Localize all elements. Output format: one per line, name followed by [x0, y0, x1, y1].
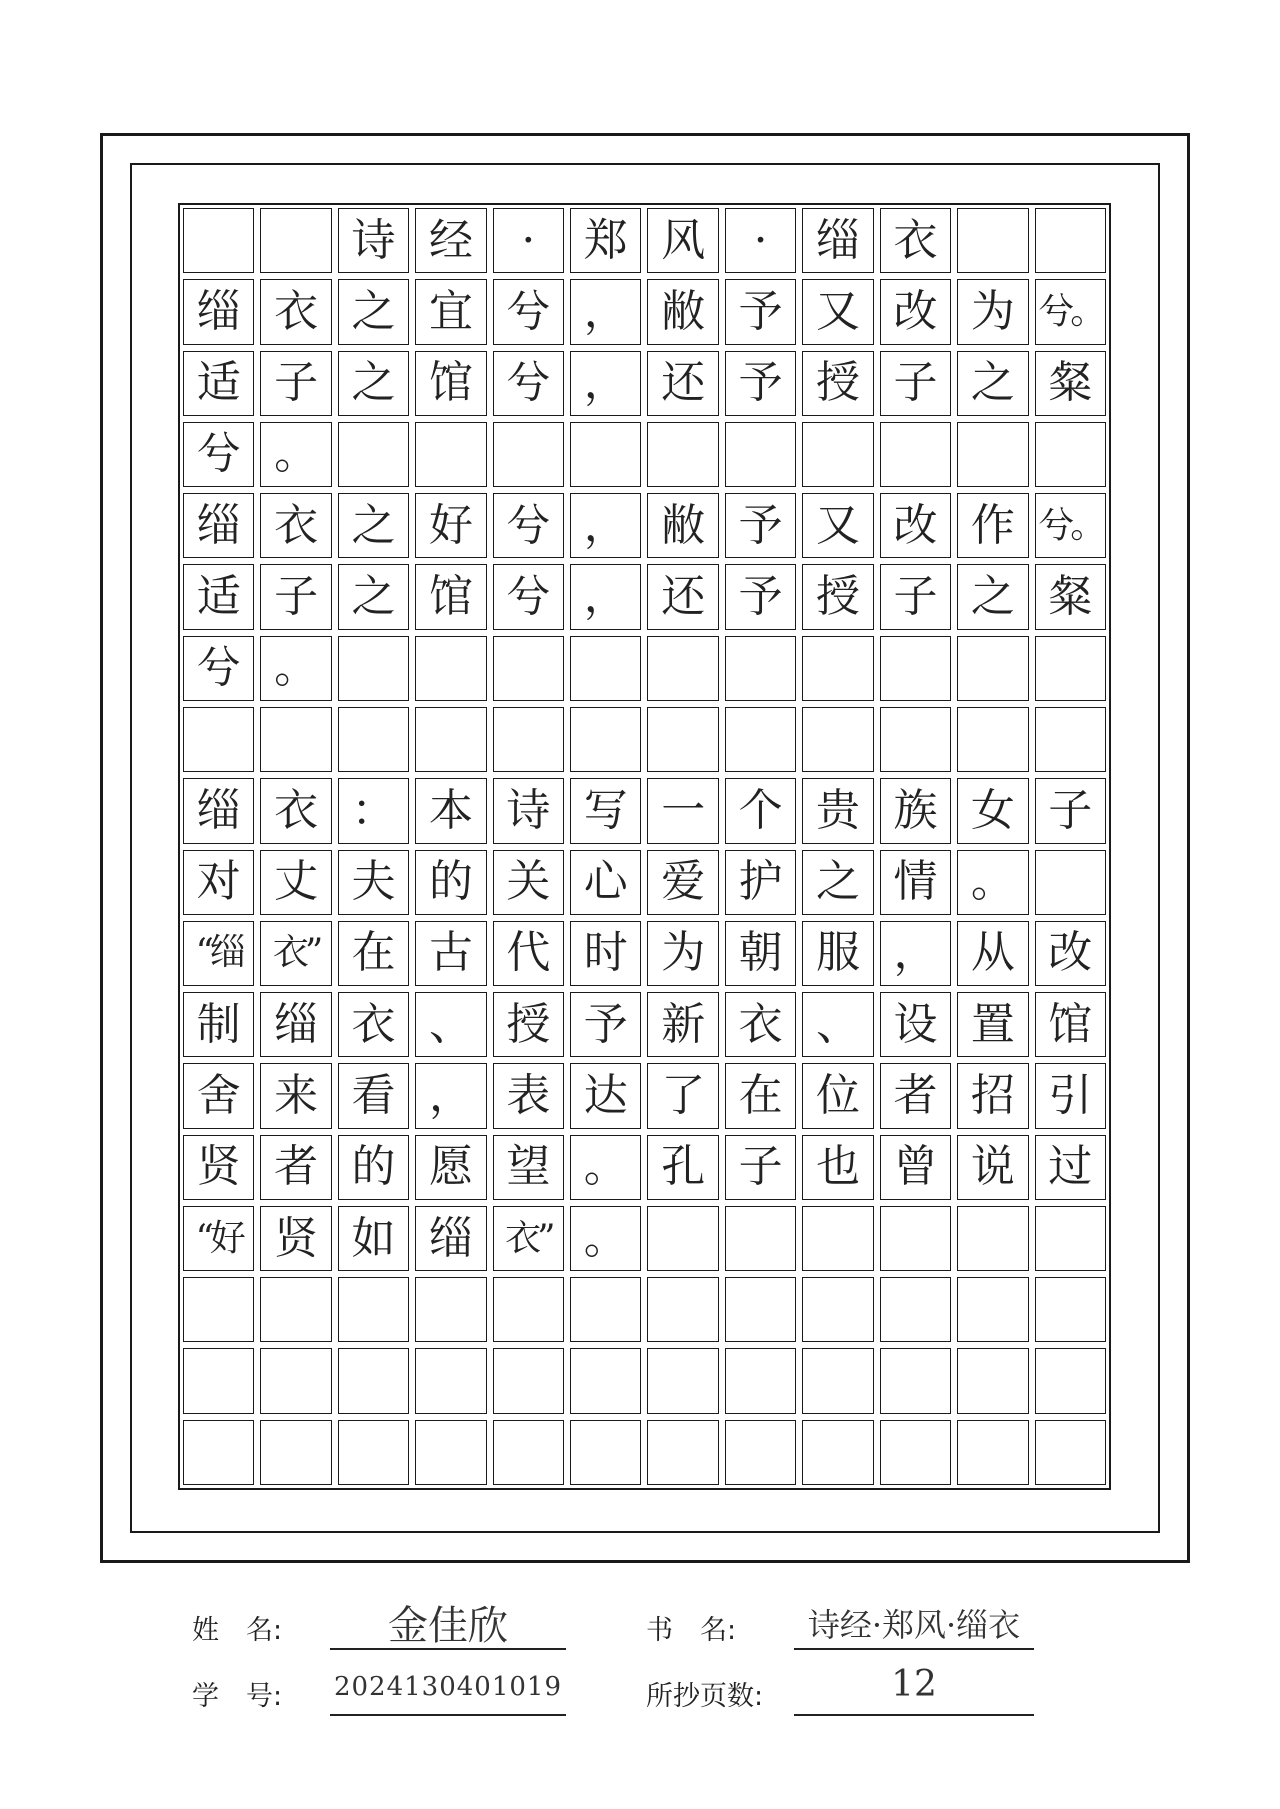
grid-cell: 之	[338, 493, 409, 558]
pages-label: 所抄页数:	[646, 1681, 764, 1712]
grid-cell: 也	[802, 1135, 873, 1200]
grid-cell: 。	[260, 422, 331, 487]
grid-cell: 置	[957, 992, 1028, 1057]
grid-cell: 子	[880, 351, 951, 416]
grid-cell: 达	[570, 1063, 641, 1128]
grid-cell	[647, 636, 718, 701]
grid-cell	[802, 422, 873, 487]
footer-info	[0, 1590, 1280, 1770]
grid-cell	[802, 636, 873, 701]
grid-cell	[725, 1348, 796, 1413]
grid-cell	[338, 636, 409, 701]
grid-cell: 族	[880, 778, 951, 843]
grid-cell: 之	[957, 564, 1028, 629]
grid-cell: 衣”	[493, 1206, 564, 1271]
grid-cell	[338, 1348, 409, 1413]
grid-cell	[493, 422, 564, 487]
grid-cell: 诗	[338, 208, 409, 273]
grid-cell: 予	[725, 564, 796, 629]
grid-cell: 。	[570, 1206, 641, 1271]
grid-cell	[415, 422, 486, 487]
book-underline	[794, 1648, 1034, 1650]
grid-cell: 。	[957, 850, 1028, 915]
grid-cell: 丈	[260, 850, 331, 915]
grid-cell: 缁	[260, 992, 331, 1057]
grid-cell: 愿	[415, 1135, 486, 1200]
grid-cell: 缁	[183, 279, 254, 344]
grid-cell: 者	[880, 1063, 951, 1128]
grid-cell: 缁	[415, 1206, 486, 1271]
grid-cell	[880, 1420, 951, 1485]
grid-cell: 表	[493, 1063, 564, 1128]
grid-cell	[725, 1420, 796, 1485]
grid-cell: 粲	[1035, 351, 1106, 416]
grid-cell	[570, 1420, 641, 1485]
grid-cell	[725, 422, 796, 487]
grid-cell: ，	[570, 279, 641, 344]
grid-cell: 衣	[260, 279, 331, 344]
grid-cell: 子	[880, 564, 951, 629]
grid-cell: “缁	[183, 921, 254, 986]
grid-cell	[415, 1277, 486, 1342]
grid-cell: “好	[183, 1206, 254, 1271]
grid-cell: 兮	[493, 564, 564, 629]
grid-cell	[647, 1277, 718, 1342]
grid-cell: 缁	[183, 778, 254, 843]
grid-cell	[725, 1206, 796, 1271]
grid-cell: 对	[183, 850, 254, 915]
grid-cell	[570, 1348, 641, 1413]
grid-cell: 授	[802, 351, 873, 416]
grid-cell	[647, 1206, 718, 1271]
grid-cell: 衣	[338, 992, 409, 1057]
grid-cell: ·	[493, 208, 564, 273]
grid-cell	[1035, 1348, 1106, 1413]
grid-cell	[880, 1206, 951, 1271]
grid-cell	[880, 707, 951, 772]
grid-cell	[880, 1277, 951, 1342]
grid-cell	[1035, 636, 1106, 701]
grid-cell	[415, 1348, 486, 1413]
grid-cell	[570, 636, 641, 701]
grid-cell	[260, 208, 331, 273]
grid-cell: 位	[802, 1063, 873, 1128]
grid-cell: 风	[647, 208, 718, 273]
grid-cell: 贵	[802, 778, 873, 843]
grid-cell: 如	[338, 1206, 409, 1271]
grid-cell: 子	[1035, 778, 1106, 843]
student-id-underline	[330, 1714, 566, 1716]
pages-underline	[794, 1714, 1034, 1716]
grid-cell: 授	[802, 564, 873, 629]
grid-cell: 护	[725, 850, 796, 915]
grid-cell	[183, 1420, 254, 1485]
grid-cell: 予	[725, 351, 796, 416]
grid-cell	[1035, 850, 1106, 915]
grid-cell	[802, 1348, 873, 1413]
grid-cell: 代	[493, 921, 564, 986]
grid-cell: 女	[957, 778, 1028, 843]
grid-cell	[570, 707, 641, 772]
name-underline	[330, 1648, 566, 1650]
grid-cell: 关	[493, 850, 564, 915]
student-id-label: 学 号:	[192, 1681, 283, 1712]
grid-cell: 子	[260, 351, 331, 416]
grid-cell: 适	[183, 564, 254, 629]
grid-cell: 者	[260, 1135, 331, 1200]
grid-cell	[647, 1348, 718, 1413]
grid-cell: 看	[338, 1063, 409, 1128]
grid-cell: 改	[1035, 921, 1106, 986]
grid-cell	[183, 1277, 254, 1342]
grid-cell: 兮	[183, 636, 254, 701]
grid-cell	[260, 1348, 331, 1413]
grid-cell	[415, 707, 486, 772]
grid-cell: 夫	[338, 850, 409, 915]
grid-cell: 缁	[183, 493, 254, 558]
grid-cell: 衣	[260, 493, 331, 558]
grid-cell: 之	[338, 564, 409, 629]
grid-cell	[647, 707, 718, 772]
grid-cell	[493, 1420, 564, 1485]
grid-cell: ，	[415, 1063, 486, 1128]
grid-cell: 之	[802, 850, 873, 915]
grid-cell	[957, 1348, 1028, 1413]
grid-cell: 贤	[183, 1135, 254, 1200]
grid-cell: 馆	[1035, 992, 1106, 1057]
grid-cell: 在	[338, 921, 409, 986]
grid-cell: 古	[415, 921, 486, 986]
grid-cell	[570, 1277, 641, 1342]
grid-cell: 子	[725, 1135, 796, 1200]
grid-cell: 衣	[725, 992, 796, 1057]
grid-cell	[1035, 422, 1106, 487]
grid-cell: 朝	[725, 921, 796, 986]
grid-cell	[647, 1420, 718, 1485]
grid-cell	[725, 636, 796, 701]
grid-cell	[260, 1420, 331, 1485]
grid-cell	[415, 1420, 486, 1485]
grid-cell	[880, 422, 951, 487]
grid-cell: 招	[957, 1063, 1028, 1128]
grid-cell	[957, 422, 1028, 487]
grid-cell: 作	[957, 493, 1028, 558]
grid-cell: 望	[493, 1135, 564, 1200]
grid-cell: ，	[880, 921, 951, 986]
grid-cell	[880, 636, 951, 701]
grid-cell: 从	[957, 921, 1028, 986]
grid-cell	[260, 707, 331, 772]
grid-cell: 在	[725, 1063, 796, 1128]
grid-cell	[493, 707, 564, 772]
grid-cell	[570, 422, 641, 487]
grid-cell: 还	[647, 564, 718, 629]
grid-cell: 衣	[880, 208, 951, 273]
grid-cell: 制	[183, 992, 254, 1057]
grid-cell: 设	[880, 992, 951, 1057]
name-label: 姓 名:	[192, 1615, 283, 1646]
grid-cell	[802, 1277, 873, 1342]
grid-cell: 敝	[647, 493, 718, 558]
grid-cell	[338, 1420, 409, 1485]
grid-cell: 写	[570, 778, 641, 843]
grid-cell: 一	[647, 778, 718, 843]
grid-cell: 了	[647, 1063, 718, 1128]
grid-cell	[802, 1420, 873, 1485]
grid-cell	[493, 1348, 564, 1413]
grid-cell: 改	[880, 493, 951, 558]
grid-cell	[415, 636, 486, 701]
grid-cell: 爱	[647, 850, 718, 915]
grid-cell: ：	[338, 778, 409, 843]
grid-cell: 郑	[570, 208, 641, 273]
grid-cell: 之	[957, 351, 1028, 416]
grid-cell: 兮。	[1035, 493, 1106, 558]
grid-cell: 经	[415, 208, 486, 273]
grid-cell: 舍	[183, 1063, 254, 1128]
grid-cell: 为	[647, 921, 718, 986]
grid-cell: 个	[725, 778, 796, 843]
grid-cell: 兮	[493, 493, 564, 558]
grid-cell	[338, 1277, 409, 1342]
grid-cell	[183, 1348, 254, 1413]
grid-cell: ，	[570, 564, 641, 629]
grid-cell: 本	[415, 778, 486, 843]
grid-cell	[802, 707, 873, 772]
grid-cell	[1035, 707, 1106, 772]
grid-cell: 说	[957, 1135, 1028, 1200]
grid-cell: 曾	[880, 1135, 951, 1200]
student-id-value: 2024130401019	[333, 1672, 563, 1702]
grid-cell	[1035, 1206, 1106, 1271]
grid-cell: 缁	[802, 208, 873, 273]
grid-cell: 服	[802, 921, 873, 986]
grid-cell: 时	[570, 921, 641, 986]
grid-cell: 子	[260, 564, 331, 629]
grid-cell	[338, 422, 409, 487]
grid-cell: 的	[415, 850, 486, 915]
grid-cell: 予	[725, 279, 796, 344]
grid-cell: ·	[725, 208, 796, 273]
grid-cell: 来	[260, 1063, 331, 1128]
grid-cell: 、	[802, 992, 873, 1057]
grid-cell: 为	[957, 279, 1028, 344]
grid-cell: 适	[183, 351, 254, 416]
grid-cell: 新	[647, 992, 718, 1057]
grid-cell	[957, 1206, 1028, 1271]
grid-cell: 过	[1035, 1135, 1106, 1200]
grid-cell	[725, 1277, 796, 1342]
grid-cell	[1035, 208, 1106, 273]
grid-cell	[493, 1277, 564, 1342]
grid-cell	[493, 636, 564, 701]
grid-cell	[1035, 1420, 1106, 1485]
grid-cell: 之	[338, 351, 409, 416]
grid-cell: 又	[802, 279, 873, 344]
grid-cell: 兮	[183, 422, 254, 487]
grid-cell: 予	[725, 493, 796, 558]
grid-cell: 还	[647, 351, 718, 416]
grid-cell: 改	[880, 279, 951, 344]
grid-cell	[957, 1277, 1028, 1342]
grid-cell	[957, 1420, 1028, 1485]
pages-value: 12	[891, 1664, 937, 1705]
grid-cell	[647, 422, 718, 487]
grid-cell: 。	[260, 636, 331, 701]
grid-cell: 。	[570, 1135, 641, 1200]
grid-cell: 情	[880, 850, 951, 915]
grid-cell	[183, 208, 254, 273]
grid-cell: 、	[415, 992, 486, 1057]
grid-cell	[260, 1277, 331, 1342]
grid-cell	[725, 707, 796, 772]
grid-cell	[957, 636, 1028, 701]
grid-cell: 引	[1035, 1063, 1106, 1128]
grid-cell: 兮	[493, 351, 564, 416]
grid-cell: 予	[570, 992, 641, 1057]
grid-cell	[338, 707, 409, 772]
grid-cell: 馆	[415, 564, 486, 629]
grid-cell	[957, 208, 1028, 273]
grid-cell: 贤	[260, 1206, 331, 1271]
grid-cell: 粲	[1035, 564, 1106, 629]
grid-cell: 宜	[415, 279, 486, 344]
grid-cell: 诗	[493, 778, 564, 843]
grid-cell: 授	[493, 992, 564, 1057]
grid-cell: ，	[570, 493, 641, 558]
grid-cell: 心	[570, 850, 641, 915]
grid-cell	[1035, 1277, 1106, 1342]
grid-cell: 兮。	[1035, 279, 1106, 344]
grid-cell: ，	[570, 351, 641, 416]
grid-cell	[880, 1348, 951, 1413]
grid-cell: 好	[415, 493, 486, 558]
name-value: 金佳欣	[388, 1603, 508, 1649]
book-label: 书 名:	[646, 1615, 737, 1646]
character-grid	[178, 203, 1111, 1490]
grid-cell: 衣	[260, 778, 331, 843]
grid-cell: 孔	[647, 1135, 718, 1200]
grid-cell: 馆	[415, 351, 486, 416]
grid-cell: 衣”	[260, 921, 331, 986]
grid-cell: 的	[338, 1135, 409, 1200]
grid-cell: 之	[338, 279, 409, 344]
grid-cell: 兮	[493, 279, 564, 344]
grid-cell	[802, 1206, 873, 1271]
grid-cell	[957, 707, 1028, 772]
grid-cell	[183, 707, 254, 772]
grid-cell: 敝	[647, 279, 718, 344]
book-value: 诗经·郑风·缁衣	[807, 1606, 1021, 1644]
grid-cell: 又	[802, 493, 873, 558]
